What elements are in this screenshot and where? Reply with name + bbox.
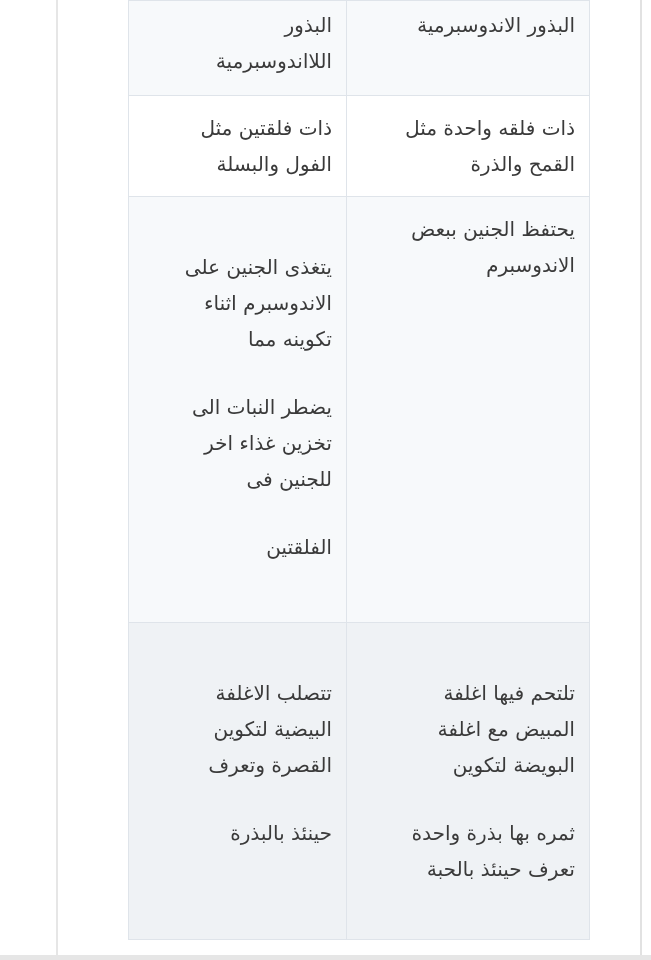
comparison-table (128, 0, 590, 940)
cell-text: يضطر النبات الى تخزين غذاء اخر للجنين فى (191, 395, 332, 491)
cell-text: حينئذ بالبذرة (230, 821, 332, 845)
table-row (129, 1, 589, 96)
cell-text: ذات فلقه واحدة مثل القمح والذرة (405, 116, 575, 176)
table-cell (129, 197, 347, 622)
cell-text: ذات فلقتين مثل الفول والبسلة (200, 116, 332, 176)
cell-text: الفلقتين (266, 535, 332, 559)
cell-text: البذور الاندوسبرمية (417, 13, 575, 37)
cell-text: البذور اللااندوسبرمية (215, 13, 332, 73)
left-divider (56, 0, 58, 960)
table-row (129, 623, 589, 939)
table-cell (129, 623, 347, 939)
table-cell (347, 623, 589, 939)
right-scrollbar-edge (640, 0, 642, 960)
table-cell (129, 96, 347, 196)
cell-text: تتصلب الاغلفة البيضية لتكوين القصرة وتعرف (208, 681, 332, 777)
cell-text: يتغذى الجنين على الاندوسبرم اثناء تكوينه مما (184, 255, 332, 351)
table-row (129, 96, 589, 197)
table-cell (347, 197, 589, 622)
cell-text: تلتحم فيها اغلفة المبيض مع اغلفة البويضة لتكوين (437, 681, 575, 777)
table-cell (347, 96, 589, 196)
table-row (129, 197, 589, 623)
cell-text: ثمره بها بذرة واحدة تعرف حينئذ بالحبة (411, 821, 575, 881)
cell-text: يحتفظ الجنين ببعض الاندوسبرم (411, 217, 575, 277)
table-cell (129, 1, 347, 95)
table-cell (347, 1, 589, 95)
bottom-edge (0, 955, 651, 960)
